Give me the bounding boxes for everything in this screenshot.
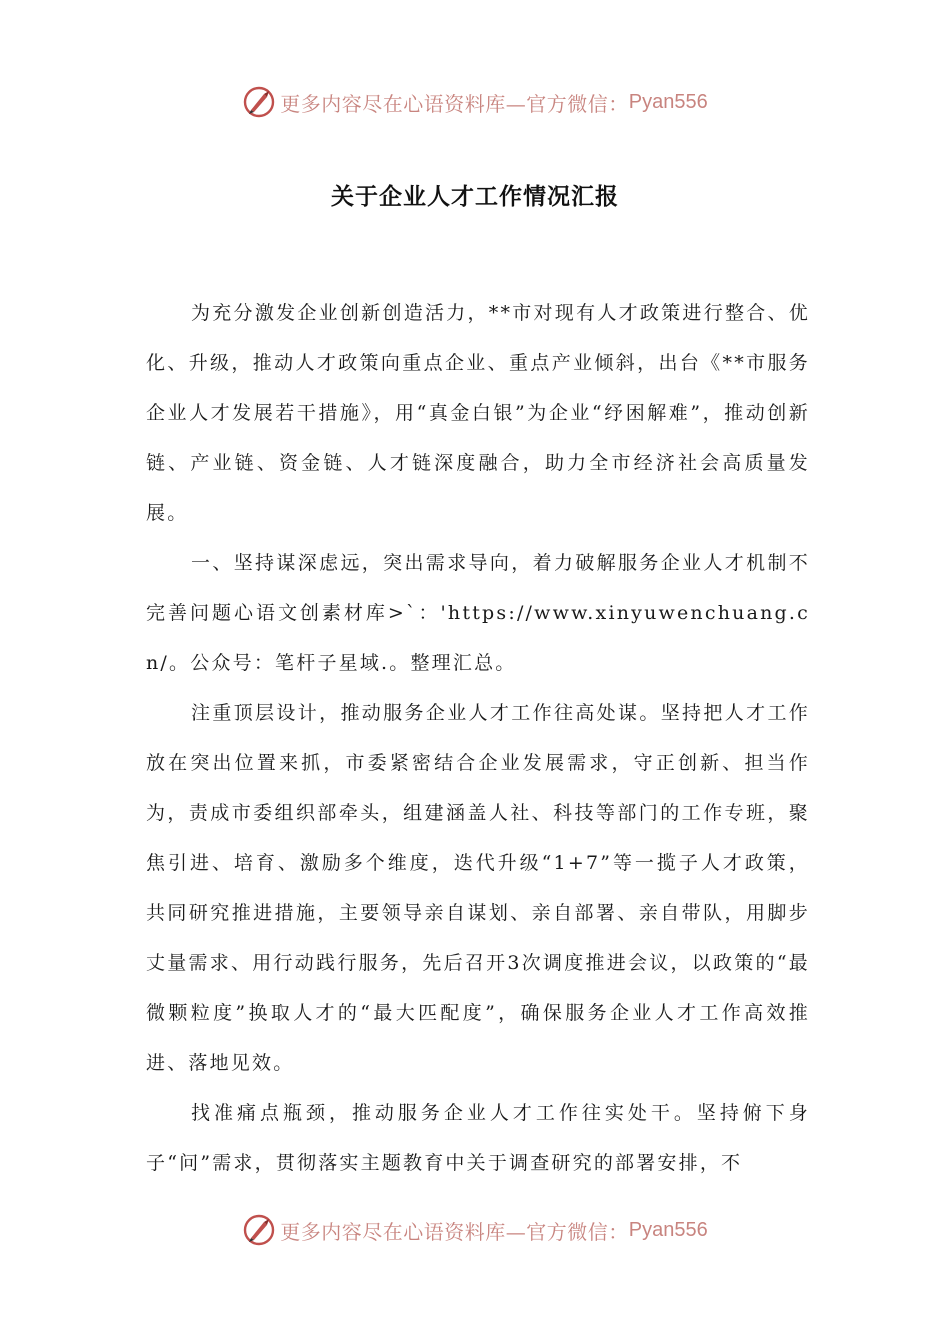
paragraph-pain-points: 找准痛点瓶颈，推动服务企业人才工作往实处干。坚持俯下身子“问”需求，贯彻落实主题教育中关于调查研究的部署安排，不 [146,1102,810,1174]
footer-watermark-banner [0,1208,950,1252]
quill-logo-icon [242,1213,276,1247]
banner-text: 更多内容尽在心语资料库—官方微信： [280,91,629,116]
document-body [146,288,810,1188]
banner-wechat-id: Pyan556 [628,90,708,113]
paragraph-section-heading: 一、坚持谋深虑远，突出需求导向，着力破解服务企业人才机制不完善问题心语文创素材库>`：'https://www.xinyuwenchuang.cn/。公众号：笔杆子星域.。整理汇总。 [146,552,810,674]
header-watermark-banner [0,80,950,124]
banner-wechat-id: Pyan556 [628,1218,708,1241]
banner-text: 更多内容尽在心语资料库—官方微信： [280,1219,629,1244]
quill-logo-icon [242,85,276,119]
paragraph-top-level-design: 注重顶层设计，推动服务企业人才工作往高处谋。坚持把人才工作放在突出位置来抓，市委紧密结合企业发展需求，守正创新、担当作为，责成市委组织部牵头，组建涵盖人社、科技等部门的工作专班，聚焦引进、培育、激励多个维度，迭代升级“1+7”等一揽子人才政策，共同研究推进措施，主要领导亲自谋划、亲自部署、亲自带队，用脚步丈量需求、用行动践行服务，先后召开3次调度推进会议，以政策的“最微颗粒度”换取人才的“最大匹配度”，确保服务企业人才工作高效推进、落地见效。 [146,702,810,1074]
document-title: 关于企业人才工作情况汇报 [331,184,619,210]
paragraph-intro: 为充分激发企业创新创造活力，**市对现有人才政策进行整合、优化、升级，推动人才政策向重点企业、重点产业倾斜，出台《**市服务企业人才发展若干措施》，用“真金白银”为企业“纾困解难”，推动创新链、产业链、资金链、人才链深度融合，助力全市经济社会高质量发展。 [146,302,810,524]
